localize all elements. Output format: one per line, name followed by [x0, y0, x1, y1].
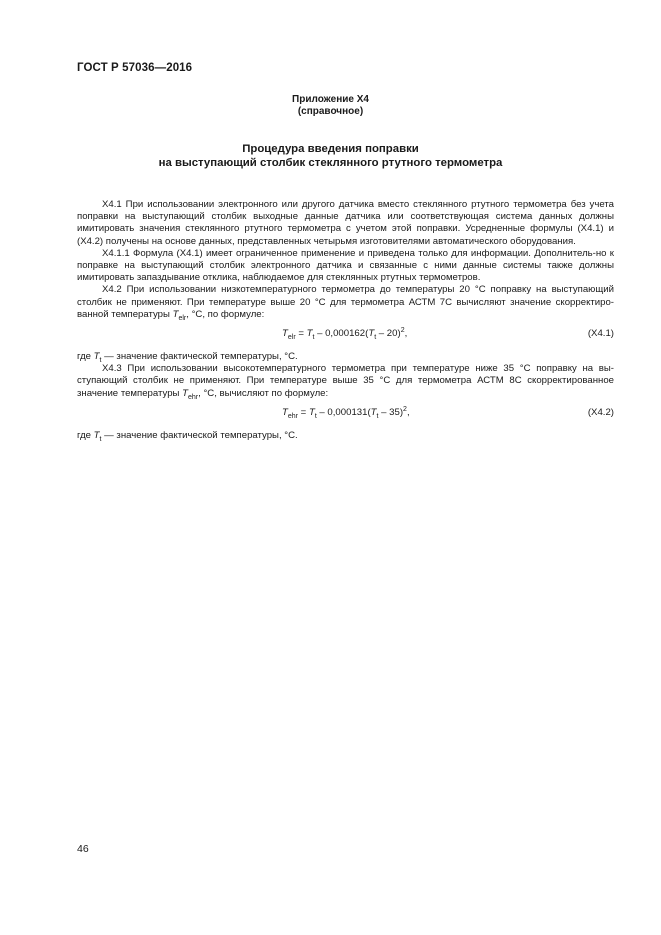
- paragraph-x4-1: Х4.1 При использовании электронного или другого датчика вместо стеклянного ртутного термометра без учета поправки на выступающий столбик выходные данные датчика или соответствующая система данных должны имитировать значения стеклянного ртутного термометра с учетом этой поправки. Усредненные формулы (Х4.1) и (Х4.2) получены на основе данных, представленных четырьмя изготовителями автоматического оборудования.: [77, 199, 614, 247]
- formula-x4-2: [77, 407, 614, 424]
- formula-x4-2-eq: =: [298, 406, 309, 418]
- formula-x4-1-t1-sub: t: [312, 333, 315, 341]
- symbol-t-elr: T: [172, 308, 179, 320]
- where-symbol: T: [93, 351, 100, 363]
- paragraph-x4-2: [77, 284, 614, 321]
- symbol-t-ehr: T: [182, 387, 188, 399]
- formula-x4-2-end: ,: [406, 406, 410, 418]
- formula-x4-1-t2-sub: t: [374, 333, 377, 341]
- where-clause-1: [77, 351, 614, 363]
- symbol-t-ehr-subscript: ehr: [187, 393, 199, 401]
- formula-x4-2-tail: – 35): [378, 406, 404, 418]
- where-symbol-sub: t: [99, 435, 102, 443]
- formula-x4-1: [77, 328, 614, 345]
- formula-x4-1-tail: – 20): [376, 328, 401, 340]
- annex-title: Приложение Х4: [292, 94, 369, 105]
- where-prefix: где: [77, 351, 94, 363]
- where-clause-2: [77, 430, 614, 442]
- formula-x4-2-t1-sub: t: [314, 412, 317, 420]
- procedure-title-line-1: Процедура введения поправки: [242, 143, 419, 155]
- paragraph-x4-1-1: Х4.1.1 Формула (Х4.1) имеет ограниченное применение и приведена только для информации. Дополнитель-но к поправке на выступающий столбик электронного датчика и связанные с ними данные системы также должны имитировать запаздывание отклика, наблюдаемое для стеклянных ртутных термометров.: [77, 247, 614, 284]
- formula-x4-1-end: ,: [404, 328, 408, 340]
- formula-x4-1-eq: =: [295, 328, 307, 340]
- formula-x4-2-t2-sub: t: [376, 412, 379, 420]
- formula-x4-1-t2: T: [368, 328, 375, 340]
- procedure-title: [60, 143, 601, 170]
- formula-x4-2-t2: T: [370, 406, 377, 418]
- symbol-t-elr-subscript: elr: [178, 314, 187, 322]
- formula-x4-1-number: (Х4.1): [587, 328, 614, 340]
- formula-x4-2-expression: [282, 407, 410, 419]
- formula-x4-1-expression: [282, 328, 407, 340]
- where-text: — значение фактической температуры, °С.: [101, 351, 298, 363]
- formula-x4-1-mid: – 0,000162(: [314, 328, 369, 340]
- annex-kind: (справочное): [297, 106, 364, 117]
- where-text: — значение фактической температуры, °С.: [101, 429, 298, 441]
- formula-x4-1-lhs-sub: elr: [287, 333, 296, 341]
- standard-code: ГОСТ Р 57036—2016: [77, 62, 193, 74]
- procedure-title-line-2: на выступающий столбик стеклянного ртутного термометра: [158, 156, 503, 169]
- formula-x4-2-lhs: T: [282, 406, 288, 418]
- paragraph-x4-3-end: , °С, вычисляют по формуле:: [198, 387, 329, 399]
- formula-x4-2-mid: – 0,000131(: [316, 406, 371, 418]
- page-number: 46: [77, 843, 89, 855]
- where-symbol-sub: t: [99, 356, 102, 364]
- formula-x4-1-lhs: T: [282, 328, 288, 340]
- formula-x4-2-number: (Х4.2): [587, 406, 614, 418]
- paragraph-x4-2-text: Х4.2 При использовании низкотемпературного термометра до температуры 20 °С поправку на выступающий столбик не применяют. При температуре выше 20 °С для термометра АСТМ 7С вычисляют значение скорректиро-ванной температуры: [77, 284, 614, 320]
- paragraph-x4-3: [77, 363, 614, 400]
- where-prefix: где: [77, 429, 94, 441]
- formula-x4-1-power: 2: [400, 326, 405, 334]
- document-body: [77, 199, 614, 442]
- paragraph-x4-2-end: , °С, по формуле:: [186, 308, 265, 320]
- formula-x4-2-lhs-sub: ehr: [287, 412, 298, 420]
- paragraph-x4-3-text: Х4.3 При использовании высокотемпературного термометра при температуре ниже 35 °С поправку на вы-ступающий столбик не применяют. При температуре выше 35 °С для термометра АСТМ 8С скорректированное значение температуры: [77, 363, 614, 399]
- formula-x4-2-power: 2: [403, 405, 407, 413]
- formula-x4-2-t1: T: [308, 406, 315, 418]
- where-symbol: T: [93, 429, 100, 441]
- formula-x4-1-t1: T: [306, 328, 313, 340]
